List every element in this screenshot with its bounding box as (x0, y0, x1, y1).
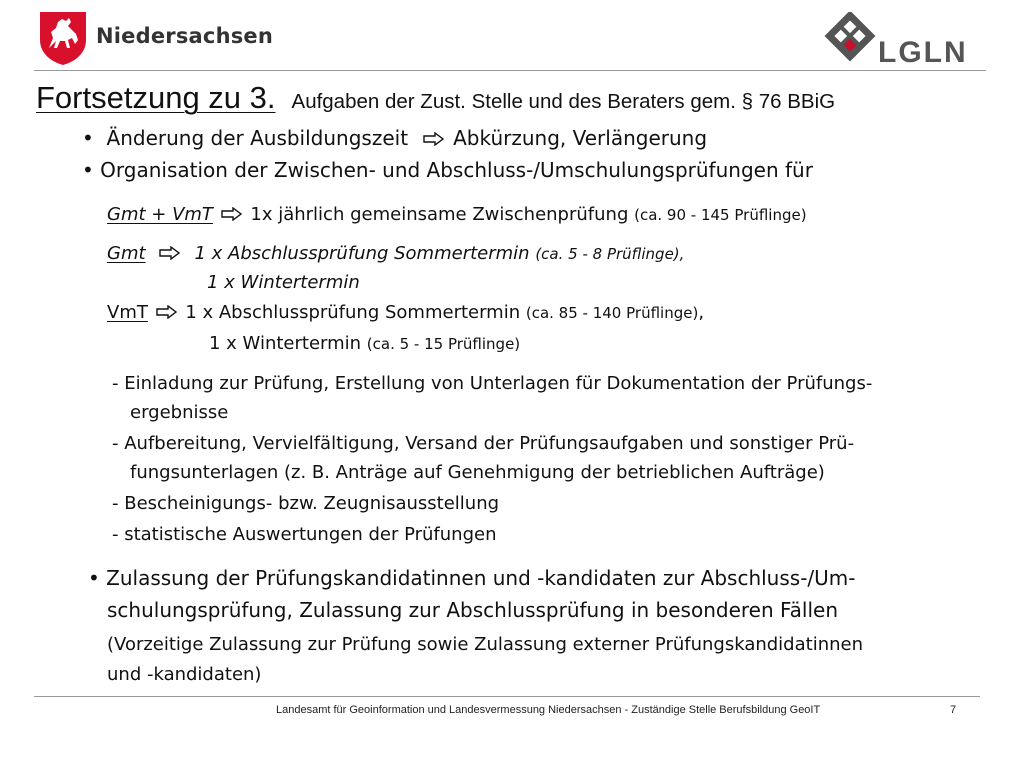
footer-text: Landesamt für Geoinformation und Landesvermessung Niedersachsen - Zuständige Stelle Berufsbildung GeoIT (276, 704, 821, 716)
vmt-line2-text: 1 x Wintertermin (209, 333, 362, 354)
niedersachsen-coat-of-arms-icon (38, 10, 88, 66)
arrow-right-icon (423, 132, 445, 146)
task-line: - Einladung zur Prüfung, Erstellung von Unterlagen für Dokumentation der Prüfungs- (112, 373, 873, 394)
gmt-line-1 (107, 243, 684, 264)
lgln-logo-text: LGLN (878, 36, 968, 69)
bullet-icon: • (82, 158, 101, 182)
slide-title-sub: Aufgaben der Zust. Stelle und des Beraters gem. § 76 BBiG (291, 90, 836, 113)
arrow-right-icon (156, 305, 178, 319)
zulassung-note-2: und -kandidaten) (107, 664, 262, 685)
bullet-ausbildungszeit-text: Änderung der Ausbildungszeit (106, 126, 409, 150)
arrow-right-icon (221, 207, 243, 221)
bullet-zulassung-line1: Zulassung der Prüfungskandidatinnen und -kandidaten zur Abschluss-/Um- (106, 566, 856, 590)
gmt-label: Gmt (107, 243, 146, 264)
state-name: Niedersachsen (96, 24, 274, 48)
footer-divider (34, 696, 980, 697)
gmt-note1: (ca. 5 - 8 Prüflinge), (535, 245, 685, 263)
bullet-zulassung-line2: schulungsprüfung, Zulassung zur Abschlussprüfung in besonderen Fällen (107, 598, 839, 622)
gmt-vmt-note: (ca. 90 - 145 Prüflinge) (634, 206, 807, 224)
bullet-organisation-text: Organisation der Zwischen- und Abschluss-/Umschulungsprüfungen für (100, 158, 813, 182)
bullet-ausbildungszeit-result: Abkürzung, Verlängerung (453, 126, 708, 150)
slide-title (36, 80, 835, 116)
arrow-right-icon (159, 246, 181, 260)
zulassung-note-1: (Vorzeitige Zulassung zur Prüfung sowie Zulassung externer Prüfungskandidatinnen (107, 634, 863, 655)
task-line: fungsunterlagen (z. B. Anträge auf Genehmigung der betrieblichen Aufträge) (130, 462, 825, 483)
task-line: - statistische Auswertungen der Prüfungen (112, 524, 497, 545)
vmt-line1-text: 1 x Abschlussprüfung Sommertermin (185, 302, 521, 323)
gmt-vmt-label: Gmt + VmT (107, 204, 213, 225)
vmt-note2: (ca. 5 - 15 Prüflinge) (366, 335, 521, 353)
vmt-line-1 (107, 302, 704, 323)
vmt-line-2 (209, 333, 520, 354)
vmt-note1: (ca. 85 - 140 Prüflinge) (525, 304, 699, 322)
vmt-label: VmT (107, 302, 148, 323)
bullet-zulassung (88, 566, 856, 590)
task-line: - Bescheinigungs- bzw. Zeugnisausstellung (112, 493, 500, 514)
vmt-comma: , (698, 302, 705, 323)
bullet-organisation (82, 158, 813, 182)
lgln-logo (822, 12, 992, 69)
task-line: - Aufbereitung, Vervielfältigung, Versand der Prüfungsaufgaben und sonstiger Prü- (112, 433, 855, 454)
page-number: 7 (950, 704, 957, 716)
gmt-line1-text: 1 x Abschlussprüfung Sommertermin (194, 243, 530, 264)
gmt-vmt-text: 1x jährlich gemeinsame Zwischenprüfung (250, 204, 629, 225)
task-line: ergebnisse (130, 402, 229, 423)
bullet-icon: • (82, 126, 107, 150)
slide-title-main: Fortsetzung zu 3. (36, 80, 276, 115)
gmt-vmt-line (107, 204, 807, 225)
gmt-line-2: 1 x Wintertermin (207, 272, 360, 293)
bullet-icon: • (88, 566, 107, 590)
header-divider (34, 70, 986, 71)
bullet-ausbildungszeit (82, 126, 707, 150)
